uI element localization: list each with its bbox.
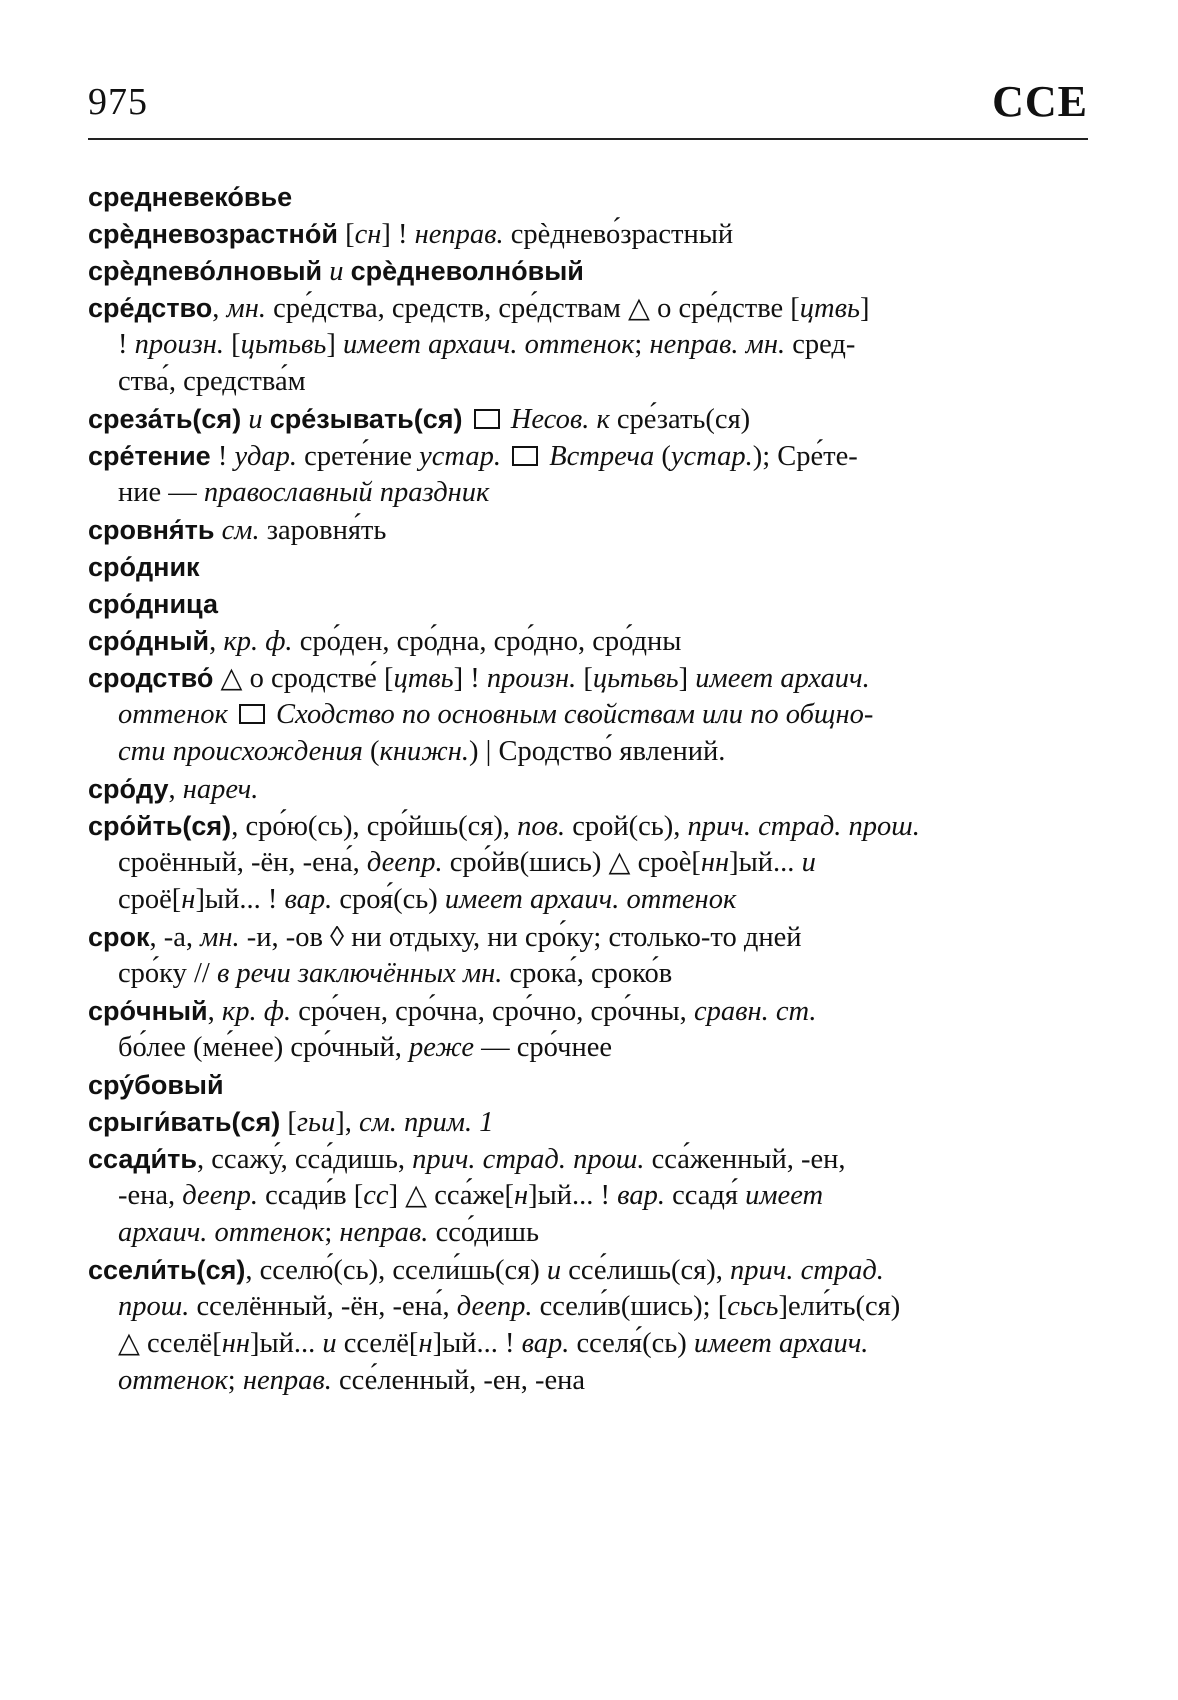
- grammar-note: неправ.: [242, 1365, 332, 1396]
- entry-text: -и, -ов ◊ ни отдыху, ни сро́ку; столько-то дней: [239, 922, 802, 953]
- grammar-note: произн.: [134, 329, 225, 360]
- entry-continuation-line: [118, 735, 725, 769]
- grammar-note: мн.: [200, 922, 240, 953]
- entry-continuation-line: [118, 883, 736, 917]
- grammar-note: деепр.: [366, 847, 443, 878]
- entry-text: -ена,: [118, 1180, 183, 1211]
- entry-text: ние —: [118, 477, 204, 508]
- entry-line: [88, 180, 292, 215]
- entry-continuation-line: [118, 1031, 612, 1065]
- page-number: 975: [88, 81, 148, 123]
- entry-continuation-line: [118, 957, 672, 991]
- grammar-note: и: [546, 1255, 562, 1286]
- headword: сродство́: [88, 663, 214, 693]
- entry-text: заровня́ть: [259, 515, 387, 546]
- grammar-note: сс: [363, 1180, 389, 1211]
- entry-text: ); Сре́те-: [752, 441, 858, 472]
- entry-text: ссо́дишь: [428, 1217, 539, 1248]
- headword: сре́зывать(ся): [269, 404, 463, 434]
- entry-text: !: [118, 329, 135, 360]
- grammar-note: и: [322, 1328, 337, 1359]
- entry-text: [: [576, 663, 593, 694]
- entry-text: , ссе​лю́(сь), ссели́шь(ся): [245, 1255, 547, 1286]
- entry-continuation-line: [118, 1290, 900, 1324]
- entry-text: ства́, средства́м: [118, 366, 306, 397]
- entry-line: [88, 1253, 884, 1288]
- grammar-note: кр. ф.: [221, 996, 292, 1027]
- entry-line: [88, 550, 200, 585]
- entry-line: [88, 624, 681, 659]
- grammar-note: кр. ф.: [223, 626, 293, 657]
- headword: сро́дник: [88, 552, 200, 582]
- entry-line: [88, 513, 386, 548]
- entry-text: , -а,: [149, 922, 201, 953]
- entry-line: [88, 661, 870, 696]
- grammar-note: см.: [221, 515, 260, 546]
- entry-continuation-line: [118, 476, 489, 510]
- entry-line: [88, 402, 750, 437]
- grammar-note: нареч.: [182, 774, 259, 805]
- entry-continuation-line: [118, 1179, 823, 1213]
- entry-text: [: [224, 329, 241, 360]
- entry-text: ]ый...: [729, 847, 802, 878]
- headword: срѐдnево́лновый: [88, 256, 323, 286]
- grammar-note: н: [513, 1180, 529, 1211]
- grammar-note: сравн. ст.: [693, 996, 817, 1027]
- headword: ссади́ть: [88, 1144, 197, 1174]
- entry-text: ]ый... !: [528, 1180, 618, 1211]
- entry-text: ,: [168, 774, 183, 805]
- definition-box-icon: [474, 409, 500, 429]
- entry-text: сро́ден, сро́дна, сро́дно, сро́дны: [292, 626, 682, 657]
- grammar-note: прич. страд. прош.: [412, 1144, 645, 1175]
- grammar-note: н: [418, 1328, 433, 1359]
- entry-continuation-line: [118, 846, 816, 880]
- grammar-note: цьтьвь: [240, 329, 327, 360]
- grammar-note: нн: [700, 847, 730, 878]
- headword: среза́ть(ся): [88, 404, 242, 434]
- headword: сро́ду: [88, 774, 169, 804]
- grammar-note: реже: [409, 1032, 474, 1063]
- entry-text: [: [280, 1107, 297, 1138]
- grammar-note: книжн.: [379, 736, 470, 767]
- grammar-note: имеет архаич. оттенок: [343, 329, 635, 360]
- headword: ссели́ть(ся): [88, 1255, 246, 1285]
- entry-text: [: [337, 219, 355, 250]
- grammar-note: Встреча: [542, 441, 655, 472]
- entry-line: [88, 809, 920, 844]
- entry-text: (: [654, 441, 671, 472]
- entry-text: сроя́(сь): [332, 884, 445, 915]
- grammar-note: прич. страд. прош.: [687, 811, 920, 842]
- grammar-note: в речи заключённых мн.: [216, 958, 503, 989]
- entry-line: [88, 439, 858, 474]
- entry-text: сса́женный, -ен,: [644, 1144, 846, 1175]
- header-rule: [88, 138, 1088, 140]
- entry-text: ]: [678, 663, 696, 694]
- entry-continuation-line: [118, 328, 855, 362]
- definition-box-icon: [239, 704, 265, 724]
- entry-text: ссади́в [: [258, 1180, 364, 1211]
- headword: сре́тение: [88, 441, 211, 471]
- entry-text: — сро́чнее: [474, 1032, 613, 1063]
- entry-text: ]ый...: [249, 1328, 323, 1359]
- grammar-note: н: [181, 884, 196, 915]
- entry-text: сре́дства, средств, сре́дствам △ о сре́дстве [: [266, 293, 800, 324]
- grammar-note: сьсь: [727, 1291, 779, 1322]
- headword: срыги́вать(ся): [88, 1107, 281, 1137]
- grammar-note: православный праздник: [203, 477, 490, 508]
- entry-continuation-line: [118, 1364, 585, 1398]
- entry-line: [88, 254, 584, 289]
- headword: сровня́ть: [88, 515, 215, 545]
- grammar-note: сн: [354, 219, 382, 250]
- grammar-note: имеет архаич.: [695, 663, 870, 694]
- entry-text: ,: [209, 626, 224, 657]
- entry-text: ссе́лишь(ся),: [561, 1255, 730, 1286]
- headword: средневеко́вье: [88, 182, 293, 212]
- running-head: ССЕ: [992, 77, 1088, 126]
- grammar-note: цтвь: [393, 663, 454, 694]
- entry-text: сселя́(сь): [569, 1328, 694, 1359]
- entry-text: срока́, сроко́в: [502, 958, 673, 989]
- entry-line: [88, 587, 218, 622]
- headword: сру́бовый: [88, 1070, 224, 1100]
- grammar-note: цьтьвь: [592, 663, 679, 694]
- entry-text: ;: [227, 1365, 243, 1396]
- entry-text: срете́ние: [297, 441, 420, 472]
- entry-continuation-line: [118, 365, 306, 399]
- entry-text: бо́лее (ме́нее) сро́чный,: [118, 1032, 410, 1063]
- entry-text: [463, 404, 470, 435]
- entry-text: ,: [212, 293, 227, 324]
- grammar-note: неправ. мн.: [649, 329, 786, 360]
- entry-text: [501, 441, 508, 472]
- grammar-note: произн.: [486, 663, 577, 694]
- grammar-note: пов.: [517, 811, 566, 842]
- entry-line: [88, 217, 733, 252]
- grammar-note: имеет: [745, 1180, 824, 1211]
- headword: срѐдневозрастно́й: [88, 219, 338, 249]
- headword: срок: [88, 922, 150, 952]
- entry-text: ссадя́: [664, 1180, 746, 1211]
- entry-text: !: [210, 441, 235, 472]
- headword: сро́дный: [88, 626, 210, 656]
- entry-text: сселённый, -ён, -ена́,: [189, 1291, 457, 1322]
- grammar-note: деепр.: [182, 1180, 258, 1211]
- grammar-note: деепр.: [456, 1291, 533, 1322]
- grammar-note: нн: [221, 1328, 250, 1359]
- grammar-note: и: [801, 847, 816, 878]
- grammar-note: неправ.: [414, 219, 504, 250]
- grammar-note: вар.: [521, 1328, 570, 1359]
- entry-continuation-line: [118, 698, 873, 732]
- entry-text: ) | Сродство́ явлений.: [469, 736, 726, 767]
- entry-text: срѐднево́зрастный: [503, 219, 734, 250]
- headword: сро́йть(ся): [88, 811, 232, 841]
- entry-line: [88, 1105, 494, 1140]
- headword: срѐдневолно́вый: [350, 256, 584, 286]
- entry-text: сро́йв(шись) △ сроѐ[: [442, 847, 701, 878]
- entry-text: [214, 515, 221, 546]
- entry-text: сре́зать(ся): [609, 404, 751, 435]
- grammar-note: Сходство по основным свойствам или по общно-: [268, 699, 874, 730]
- grammar-note: гьи: [296, 1107, 336, 1138]
- entry-continuation-line: [118, 1327, 868, 1361]
- grammar-note: вар.: [284, 884, 333, 915]
- grammar-note: и: [322, 256, 351, 287]
- entry-text: ;: [634, 329, 650, 360]
- entry-text: [228, 699, 235, 730]
- entry-text: сро́чен, сро́чна, сро́чно, сро́чны,: [291, 996, 694, 1027]
- entry-text: △ сселё[: [118, 1328, 222, 1359]
- grammar-note: прош.: [118, 1291, 190, 1322]
- entry-text: сселё[: [336, 1328, 419, 1359]
- grammar-note: и: [241, 404, 270, 435]
- entry-line: [88, 291, 869, 326]
- entry-text: сроённый, -ён, -ена́,: [118, 847, 367, 878]
- entry-text: ,: [207, 996, 222, 1027]
- headword: сро́чный: [88, 996, 208, 1026]
- entry-line: [88, 920, 802, 955]
- entry-text: ] !: [453, 663, 487, 694]
- grammar-note: оттенок: [118, 699, 228, 730]
- grammar-note: вар.: [617, 1180, 665, 1211]
- grammar-note: устар.: [670, 441, 753, 472]
- grammar-note: сти происхождения: [118, 736, 363, 767]
- grammar-note: прич. страд.: [730, 1255, 884, 1286]
- entry-text: ] △ сса́же[: [388, 1180, 514, 1211]
- entry-text: ссе́ленный, -ен, -ена: [331, 1365, 586, 1396]
- entry-line: [88, 772, 258, 807]
- entry-text: ]ый... !: [195, 884, 285, 915]
- entry-continuation-line: [118, 1216, 539, 1250]
- entry-text: ссели́в(шись); [: [532, 1291, 728, 1322]
- headword: сре́дство: [88, 293, 213, 323]
- entry-text: ]: [859, 293, 870, 324]
- grammar-note: Несов. к: [503, 404, 610, 435]
- entry-text: ],: [335, 1107, 359, 1138]
- grammar-note: мн.: [226, 293, 266, 324]
- entry-line: [88, 1142, 846, 1177]
- entry-text: ] !: [381, 219, 415, 250]
- entry-line: [88, 994, 817, 1029]
- grammar-note: неправ.: [339, 1217, 429, 1248]
- grammar-note: архаич. оттенок: [118, 1217, 325, 1248]
- entry-text: сро́ку //: [118, 958, 217, 989]
- grammar-note: оттенок: [118, 1365, 228, 1396]
- entry-text: сред-: [785, 329, 856, 360]
- entry-text: ]: [326, 329, 344, 360]
- definition-box-icon: [512, 446, 538, 466]
- entry-text: (: [362, 736, 380, 767]
- grammar-note: цтвь: [799, 293, 860, 324]
- entry-text: , сро́ю(сь), сро́йшь(ся),: [231, 811, 518, 842]
- entry-text: ]ый... !: [432, 1328, 522, 1359]
- grammar-note: удар.: [234, 441, 298, 472]
- entry-text: ]ели́ть(ся): [778, 1291, 901, 1322]
- entry-text: , ссажу́, сса́дишь,: [196, 1144, 413, 1175]
- headword: сро́дница: [88, 589, 218, 619]
- entry-line: [88, 1068, 224, 1103]
- grammar-note: имеет архаич.: [693, 1328, 869, 1359]
- grammar-note: см. прим. 1: [358, 1107, 494, 1138]
- grammar-note: имеет архаич. оттенок: [444, 884, 737, 915]
- entry-text: ;: [324, 1217, 340, 1248]
- entry-text: сроё[: [118, 884, 182, 915]
- entry-text: срой(сь),: [565, 811, 688, 842]
- entry-text: △ о сродстве́ [: [213, 663, 394, 694]
- grammar-note: устар.: [419, 441, 501, 472]
